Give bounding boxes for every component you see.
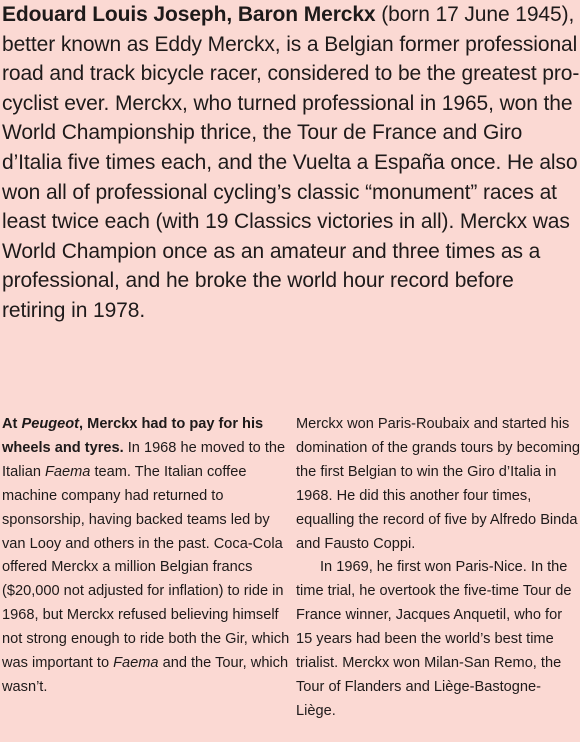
left-text-b: team. The Italian coffee machine company had returned to sponsorship, having backed teams led by van Looy and others in the past. Coca-Cola offered Merckx a million Belgian francs ($20,000 not adjusted for inflation) to ride in 1968, but Merckx refused believing himself not strong enough to ride both the Gir, which was important to bbox=[2, 463, 290, 672]
team-peugeot: Peugeot bbox=[21, 416, 80, 432]
left-text-c: and the Tour, which wasn’t. bbox=[2, 655, 289, 695]
team-faema-2: Faema bbox=[113, 655, 159, 672]
left-paragraph bbox=[2, 413, 290, 700]
left-text-a: In 1968 he moved to the Italian bbox=[2, 439, 286, 480]
right-paragraph-1: Merckx won Paris-Roubaix and started his domination of the grands tours by becoming the first Belgian to win the Giro d’Italia in 1968. He did this another four times, equalling the record of five by Alfredo Binda and Fausto Coppi. bbox=[296, 416, 580, 552]
lede-paragraph bbox=[2, 0, 580, 326]
body-columns bbox=[2, 413, 580, 724]
left-lead-start: At bbox=[2, 416, 22, 432]
left-column bbox=[2, 413, 290, 724]
lede-text: (born 17 June 1945), better known as Eddy Merckx, is a Belgian former professional road and track bicycle racer, considered to be the greatest pro-cyclist ever. Merckx, who turned professional in 1965, won the World Championship thrice, the Tour de France and Giro d’Italia five times each, and the Vuelta a España once. He also won all of professional cycling’s classic “monument” races at least twice each (with 19 Classics victories in all). Merckx was World Champion once as an amateur and three times as a professional, and he broke the world hour record before retiring in 1978. bbox=[2, 3, 580, 322]
right-column bbox=[296, 413, 580, 724]
team-faema: Faema bbox=[45, 463, 91, 480]
right-paragraph-2: In 1969, he first won Paris-Nice. In the time trial, he overtook the five-time Tour de France winner, Jacques Anquetil, who for 15 years had been the world’s best time trialist. Merckx won Milan-San Remo, the Tour of Flanders and Liège-Bastogne-Liège. bbox=[296, 559, 572, 719]
left-lead-end: , Merckx had to pay for his wheels and tyres. bbox=[2, 416, 264, 456]
lede-name: Edouard Louis Joseph, Baron Merckx bbox=[2, 3, 376, 26]
